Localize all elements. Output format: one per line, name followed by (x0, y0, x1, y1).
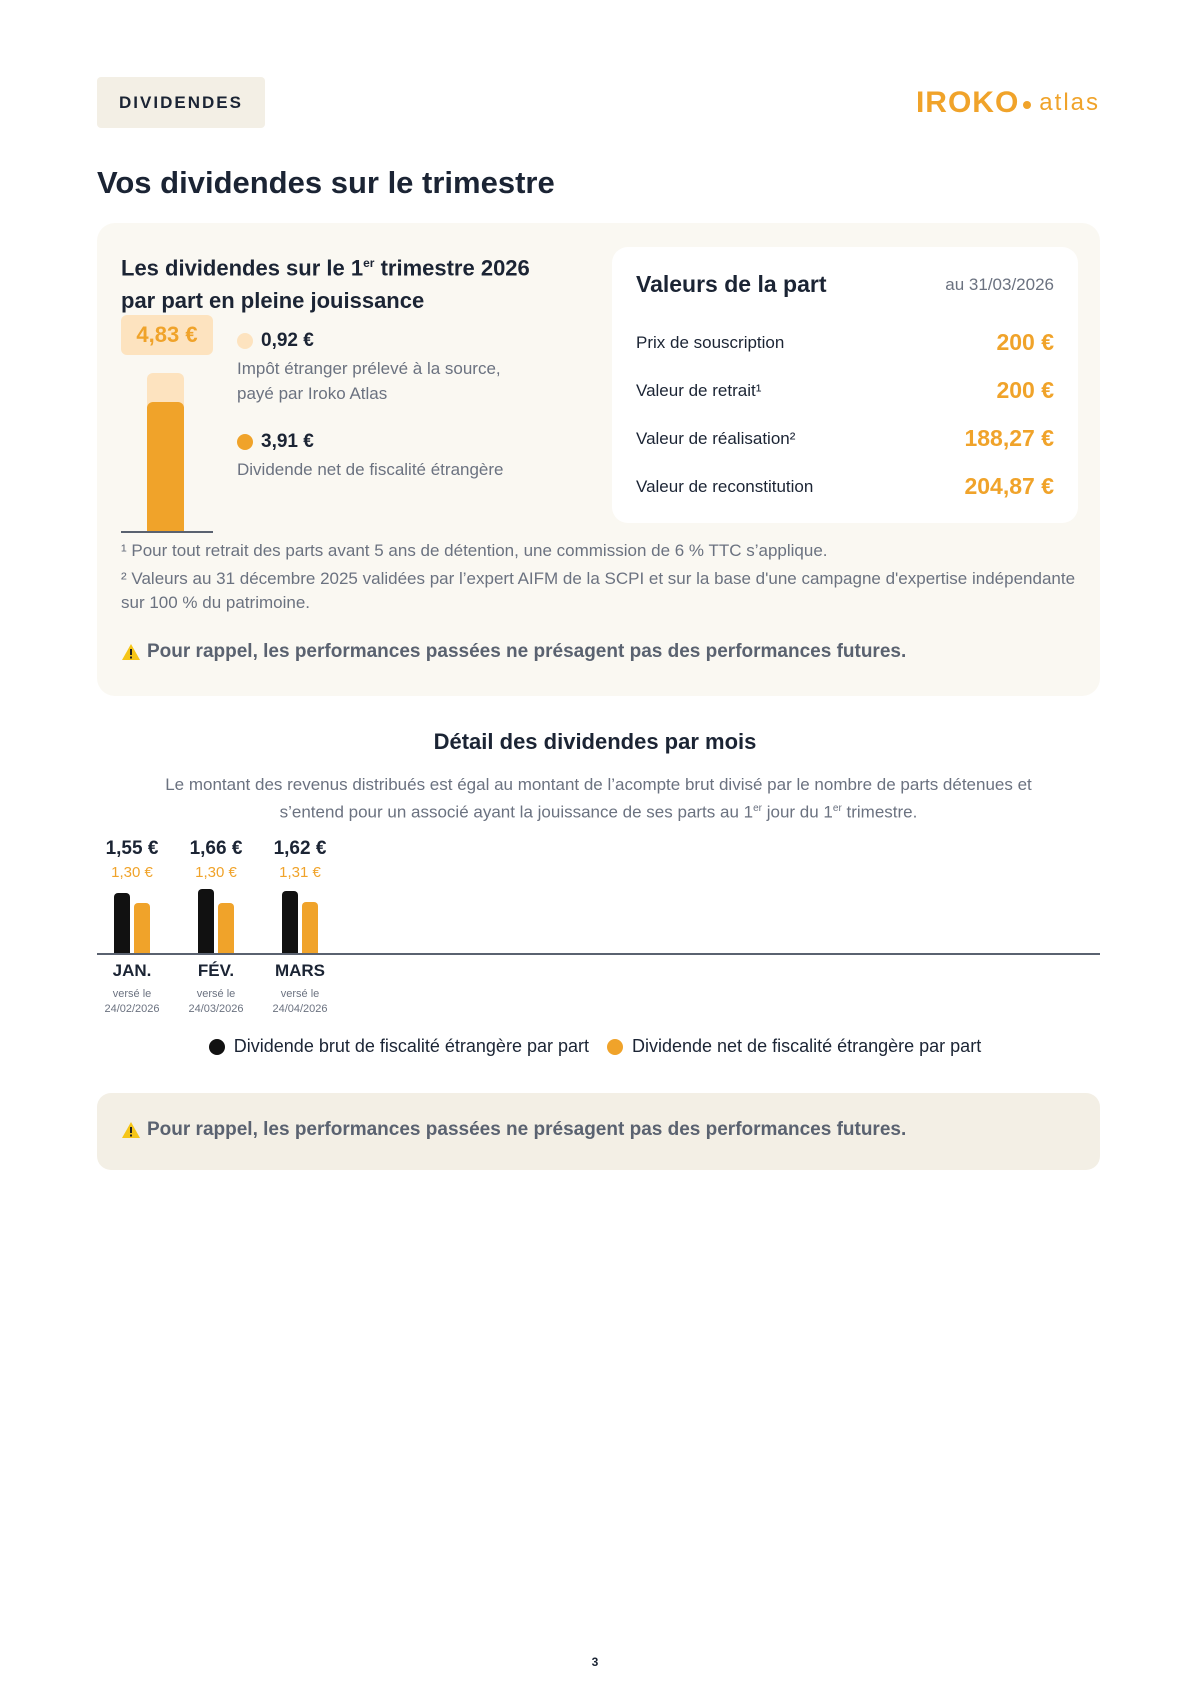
part-row: Prix de souscription 200 € (636, 329, 1054, 355)
part-row: Valeur de reconstitution 204,87 € (636, 473, 1054, 499)
footnote-2: ² Valeurs au 31 décembre 2025 validées par l’expert AIFM de la SCPI et sur la base d'une campagne d'expertise indépendante sur 100 % du patrimoine. (121, 569, 1076, 612)
paid-date: versé le 24/03/2026 (188, 988, 244, 1015)
part-row: Valeur de retrait¹ 200 € (636, 377, 1054, 403)
warning-icon (121, 1120, 141, 1140)
reminder-box (97, 1093, 1100, 1170)
detail-description: Le montant des revenus distribués est égal au montant de l’acompte brut divisé par le nombre de parts détenues et s’entend pour un associé ayant la jouissance de ses parts au 1er jour du 1er trimestre. (165, 775, 1032, 822)
detail-title: Détail des dividendes par mois (433, 729, 757, 754)
part-values-title: Valeurs de la part (636, 271, 827, 297)
net-dividend-bar (147, 402, 184, 532)
month-values (90, 838, 174, 881)
legend-dot-orange (607, 1039, 623, 1055)
logo-dot (1023, 101, 1031, 109)
iroko-atlas-logo (916, 86, 1100, 120)
summary-title: Les dividendes sur le 1er trimestre 2026 par part en pleine jouissance (121, 255, 530, 314)
x-tick-label: JAN. (112, 961, 152, 980)
x-tick-label: FÉV. (197, 961, 235, 980)
legend-dot-orange (237, 434, 253, 450)
bar-label-brut: 1,66 € (189, 838, 243, 859)
logo-sub: atlas (1039, 89, 1100, 116)
chart-legend (0, 1036, 1190, 1057)
bar-label-net: 1,30 € (195, 864, 237, 881)
bar-net (134, 903, 150, 953)
page-number: 3 (591, 1655, 599, 1669)
bar-net (302, 902, 318, 953)
month-axis-label (174, 961, 258, 1017)
chart-axis (97, 953, 1100, 955)
legend-dot-light (237, 333, 253, 349)
footnote-1: ¹ Pour tout retrait des parts avant 5 ans de détention, une commission de 6 % TTC s’applique. (121, 541, 828, 560)
warning-text: Pour rappel, les performances passées ne présagent pas des performances futures. (121, 641, 906, 663)
month-values (174, 838, 258, 881)
month-values (258, 838, 342, 881)
bar-brut (198, 889, 214, 953)
bar-brut (282, 891, 298, 953)
part-values-date: au 31/03/2026 (945, 274, 1054, 294)
part-values-box (612, 247, 1078, 523)
legend-brut: Dividende brut de fiscalité étrangère par part (209, 1036, 589, 1057)
month-axis-label (90, 961, 174, 1017)
bar-net (218, 903, 234, 953)
total-dividend-badge: 4,83 € (121, 315, 213, 355)
warning-icon (121, 642, 141, 662)
x-tick-label: MARS (274, 961, 326, 980)
bar-label-net: 1,31 € (279, 864, 321, 881)
legend-foreign-tax: 0,92 € Impôt étranger prélevé à la source, payé par Iroko Atlas (237, 330, 501, 403)
bar-label-brut: 1,62 € (273, 838, 327, 859)
logo-main: IROKO (915, 86, 1020, 119)
legend-net-dividend: 3,91 € Dividende net de fiscalité étrangère (237, 431, 504, 479)
paid-date: versé le 24/04/2026 (272, 988, 328, 1015)
bar-brut (114, 893, 130, 953)
part-row: Valeur de réalisation² 188,27 € (636, 425, 1054, 451)
page-title: Vos dividendes sur le trimestre (97, 165, 555, 200)
legend-net: Dividende net de fiscalité étrangère par part (607, 1036, 981, 1057)
summary-card (97, 223, 1100, 696)
bar-baseline (121, 531, 213, 533)
bar-label-net: 1,30 € (111, 864, 153, 881)
section-tag: DIVIDENDES (97, 77, 265, 128)
legend-dot-black (209, 1039, 225, 1055)
month-axis-label (258, 961, 342, 1017)
footnotes (121, 539, 1081, 619)
warning-text: Pour rappel, les performances passées ne présagent pas des performances futures. (121, 1119, 906, 1141)
paid-date: versé le 24/02/2026 (104, 988, 160, 1015)
bar-label-brut: 1,55 € (105, 838, 159, 859)
